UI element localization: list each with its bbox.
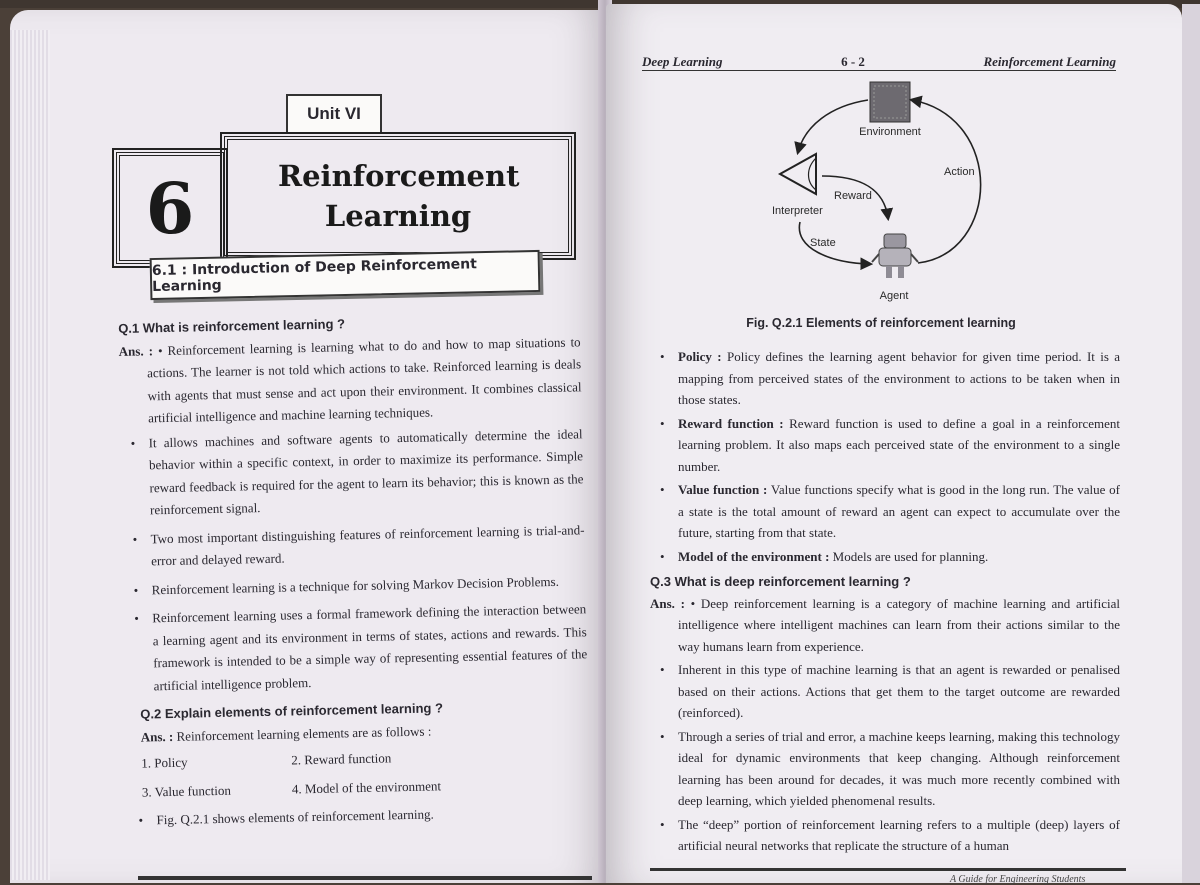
chapter-number: 6 (116, 152, 224, 264)
answer-1-list (120, 423, 587, 698)
header-book-title: Deep Learning (642, 54, 723, 69)
footer-text: A Guide for Engineering Students (950, 874, 1086, 885)
left-body (118, 308, 591, 838)
reward-label: Reward (834, 190, 872, 202)
element-desc: Policy defines the learning agent behavior for given time period. It is a mapping from perceived states of the environment to actions to be taken when in those states. (678, 349, 1121, 407)
environment-icon (870, 82, 910, 122)
agent-label: Agent (879, 290, 909, 302)
elements-row-2 (142, 772, 590, 804)
answer-3-list (650, 659, 1120, 857)
action-arrow (912, 100, 981, 263)
chapter-title-line2: Learning (324, 199, 472, 233)
note-list (128, 800, 590, 832)
right-footer-rule (650, 868, 1126, 871)
running-header (642, 52, 1116, 71)
header-chapter-title: Reinforcement Learning (983, 54, 1116, 69)
answer-label: Ans. : (650, 595, 685, 611)
state-label: State (810, 237, 836, 249)
header-page-number: 6 - 2 (841, 54, 865, 69)
element-desc: Value functions specify what is good in the long run. The value of a state is the total amount of reward an agent can expect to accumulate over the future, starting from that state. (678, 482, 1120, 540)
answer-3-first (650, 593, 1120, 658)
element-reward-function (650, 413, 1120, 478)
answer-1-point-1: Reinforcement learning is learning what to do and how to map situations to actions. The learner is not told which actions to take. Reinforced learning is deals with agents that must sense and act upon their environment. It combines classical artificial intelligence and machine learning techniques. (146, 333, 582, 426)
environment-label: Environment (859, 126, 921, 138)
bullet-glyph: • (157, 342, 168, 358)
elements-list (650, 346, 1120, 567)
answer-label: Ans. : (140, 728, 174, 745)
section-title: 6.1 : Introduction of Deep Reinforcement Learning (150, 250, 541, 300)
element-item: 1. Policy (141, 754, 188, 771)
elements-row-1 (141, 743, 589, 775)
figure-caption: Fig. Q.2.1 Elements of reinforcement learning (746, 316, 1016, 330)
element-policy (650, 346, 1120, 411)
element-term: Policy : (678, 349, 722, 364)
element-desc: Reward function is used to define a goal in a reinforcement learning problem. It also maps each perceived state of the environment to a single number. (678, 415, 1121, 474)
answer-1-point-4: • Reinforcement learning is a technique for solving Markov Decision Problems. (123, 570, 585, 602)
element-model (650, 546, 1120, 568)
question-3: Q.3 What is deep reinforcement learning ? (650, 574, 911, 589)
answer-1-point-2: • It allows machines and software agents to automatically determine the ideal behavior within a specific context, in order to maximize its performance. Simple reward feedback is required for the agent to learn its behavior; this is known as the reinforcement signal. (120, 423, 584, 523)
element-item: 2. Reward function (291, 750, 392, 768)
answer-3-point-4: • The “deep” portion of reinforcement learning refers to a multiple (deep) layers of artificial neural networks that replicate the structure of a human (650, 814, 1120, 857)
action-label: Action (944, 166, 975, 178)
answer-2-text: Reinforcement learning elements are as follows : (176, 723, 432, 744)
element-item: 4. Model of the environment (291, 777, 442, 796)
element-term: Model of the environment : (678, 548, 830, 564)
answer-1-first (118, 331, 582, 431)
right-body (650, 344, 1120, 859)
chapter-title (224, 136, 572, 256)
answer-1-point-5: • Reinforcement learning uses a formal framework defining the interaction between a learning agent and its environment in terms of states, actions and rewards. This framework is intended to be a simple way of representing essential features of the artificial intelligence problem. (124, 598, 588, 698)
question-1: Q.1 What is reinforcement learning ? (118, 316, 346, 336)
rl-elements-diagram (760, 78, 1000, 308)
left-footer-rule (138, 876, 592, 880)
interpreter-eye-icon (780, 154, 816, 194)
unit-label: Unit VI (286, 94, 382, 134)
observation-arrow (798, 100, 868, 152)
answer-3-point-3: • Through a series of trial and error, a machine keeps learning, making this technology ideal for dynamic environments that keep changing. Although reinforcement learning has been around for decades, it was much more recently combined with deep learning, which yielded phenomenal results. (650, 726, 1120, 812)
element-desc: Models are used for planning. (832, 548, 989, 564)
right-page-edge (1182, 4, 1200, 883)
bullet-glyph: • (690, 595, 701, 611)
answer-3-point-1: Deep reinforcement learning is a category of machine learning and artificial intelligence where intelligent machines can learn from their actions similar to the way humans learn from experience. (678, 595, 1120, 654)
chapter-title-line1: Reinforcement (278, 159, 520, 193)
question-2: Q.2 Explain elements of reinforcement learning ? (140, 700, 444, 722)
figure-note: • Fig. Q.2.1 shows elements of reinforcement learning. (128, 800, 590, 832)
answer-1-point-3: • Two most important distinguishing features of reinforcement learning is trial-and-error and delayed reward. (122, 519, 585, 574)
interpreter-label: Interpreter (772, 205, 823, 217)
element-value-function (650, 479, 1120, 544)
element-item: 3. Value function (141, 782, 231, 800)
answer-label: Ans. : (118, 342, 154, 359)
agent-robot-icon (872, 234, 918, 278)
element-term: Reward function : (678, 415, 784, 431)
answer-3-point-2: • Inherent in this type of machine learning is that an agent is rewarded or penalised based on their actions. Actions that get them to the target outcome are rewarded (reinforced). (650, 659, 1120, 724)
element-term: Value function : (678, 482, 768, 497)
page-stack-edge (10, 30, 50, 880)
